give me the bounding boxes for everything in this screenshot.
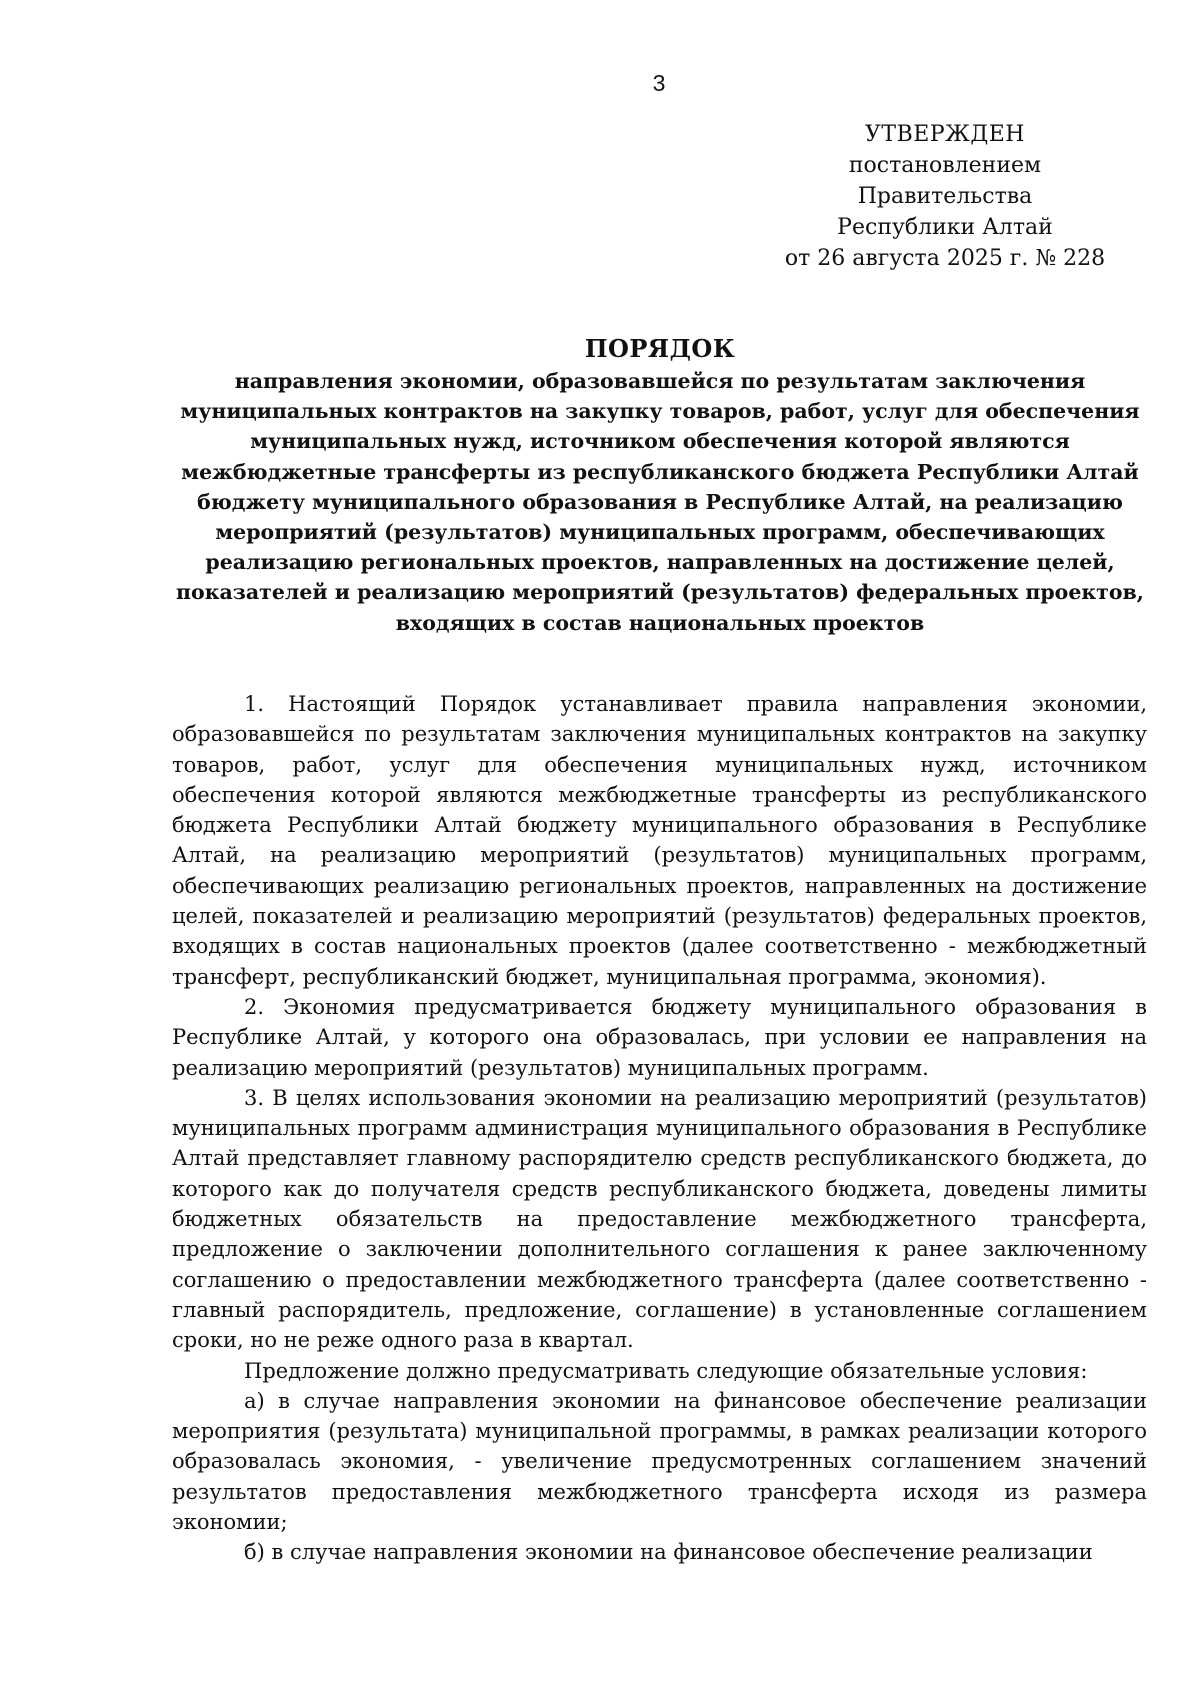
document-body	[172, 689, 1147, 1568]
page-number: 3	[652, 70, 666, 96]
document-title-block	[170, 332, 1150, 638]
approval-line-2: Республики Алтай	[837, 215, 1053, 240]
approval-stamp	[760, 119, 1130, 274]
paragraph-2: 2. Экономия предусматривается бюджету муниципального образования в Республике Алтай, у которого она образовалась, при условии ее направления на реализацию мероприятий (результатов) муниципальных программ.	[172, 994, 1147, 1080]
paragraph-condition-b: б) в случае направления экономии на финансовое обеспечение реализации	[244, 1540, 1093, 1565]
paragraph-condition-a: а) в случае направления экономии на финансовое обеспечение реализации мероприятия (результата) муниципальной программы, в рамках реализации которого образовалась экономия, - увеличение предусмотренных соглашением значений результатов предоставления межбюджетного трансферта исходя из размера экономии;	[172, 1388, 1147, 1535]
approval-title: УТВЕРЖДЕН	[865, 122, 1025, 147]
paragraph-3: 3. В целях использования экономии на реализацию мероприятий (результатов) муниципальных программ администрация муниципального образования в Республике Алтай представляет главному распорядителю средств республиканского бюджета, до которого как до получателя средств республиканского бюджета, доведены лимиты бюджетных обязательств на предоставление межбюджетного трансферта, предложение о заключении дополнительного соглашения к ранее заключенному соглашению о предоставлении межбюджетного трансферта (далее соответственно - главный распорядитель, предложение, соглашение) в установленные соглашением сроки, но не реже одного раза в квартал.	[172, 1085, 1147, 1353]
document-subheading: направления экономии, образовавшейся по результатам заключения муниципальных контрактов на закупку товаров, работ, услуг для обеспечения муниципальных нужд, источником обеспечения которой являются межбюджетные трансферты из республиканского бюджета Республики Алтай бюджету муниципального образования в Республике Алтай, на реализацию мероприятий (результатов) муниципальных программ, обеспечивающих реализацию региональных проектов, направленных на достижение целей, показателей и реализацию мероприятий (результатов) федеральных проектов, входящих в состав национальных проектов	[176, 369, 1144, 635]
paragraph-conditions-intro: Предложение должно предусматривать следующие обязательные условия:	[244, 1358, 1088, 1383]
document-heading: ПОРЯДОК	[584, 334, 736, 363]
paragraph-1: 1. Настоящий Порядок устанавливает правила направления экономии, образовавшейся по результатам заключения муниципальных контрактов на закупку товаров, работ, услуг для обеспечения муниципальных нужд, источником обеспечения которой являются межбюджетные трансферты из республиканского бюджета Республики Алтай бюджету муниципального образования в Республике Алтай, на реализацию мероприятий (результатов) муниципальных программ, обеспечивающих реализацию региональных проектов, направленных на достижение целей, показателей и реализацию мероприятий (результатов) федеральных проектов, входящих в состав национальных проектов (далее соответственно - межбюджетный трансферт, республиканский бюджет, муниципальная программа, экономия).	[172, 692, 1147, 989]
approval-line-1: постановлением Правительства	[848, 153, 1042, 209]
approval-line-3: от 26 августа 2025 г. № 228	[784, 246, 1106, 271]
